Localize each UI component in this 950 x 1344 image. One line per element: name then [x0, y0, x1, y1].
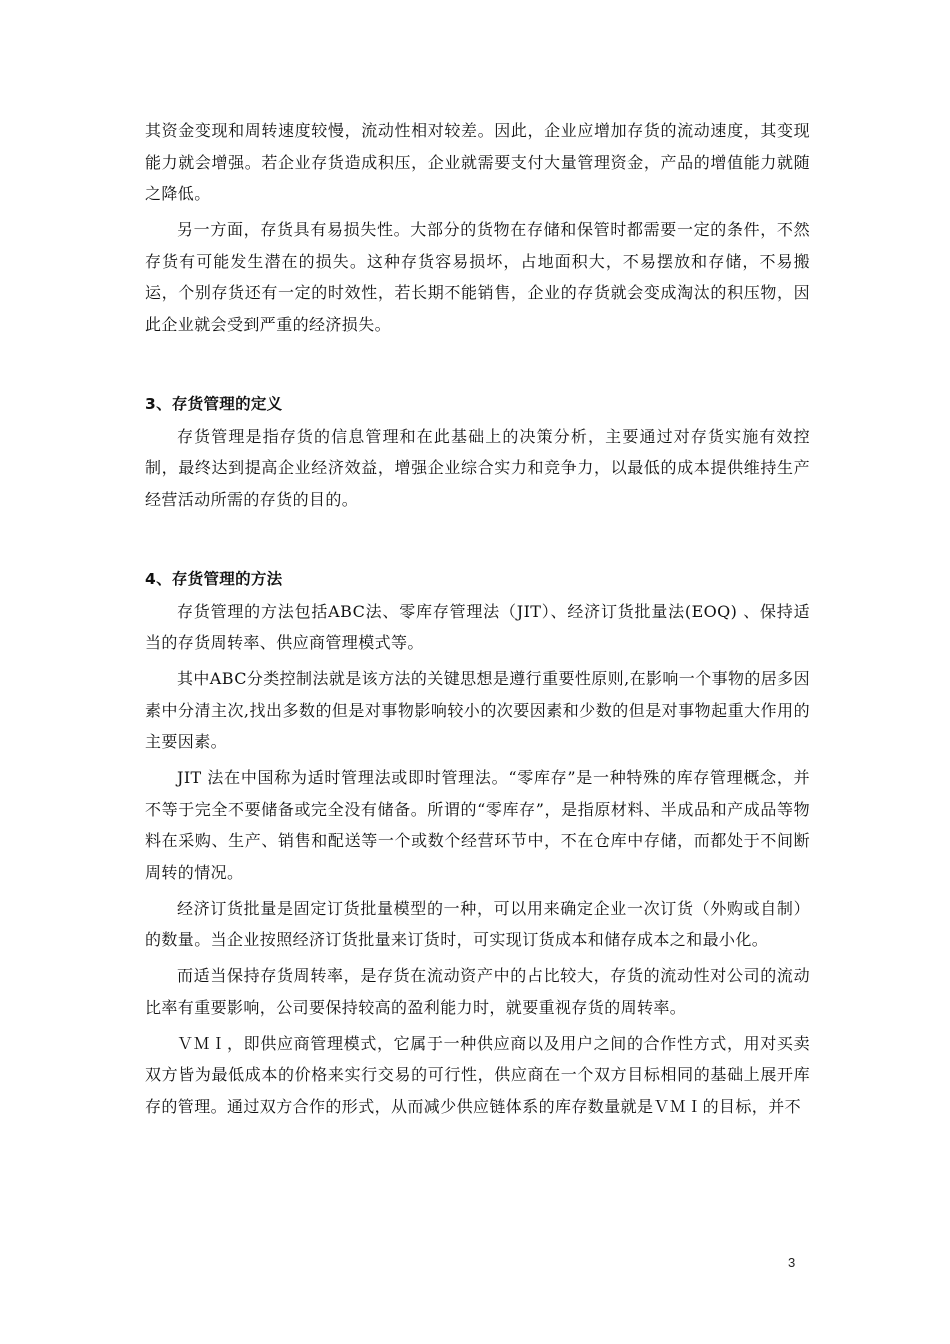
paragraph-vmi: ＶＭＩ，即供应商管理模式，它属于一种供应商以及用户之间的合作性方式，用对买卖双方皆为最低成本的价格来实行交易的可行性，供应商在一个双方目标相同的基础上展开库存的管理。通过双方合作的形式，从而减少供应链体系的库存数量就是ＶＭＩ的目标，并不	[145, 1033, 810, 1116]
section-4-heading: 4、存货管理的方法	[145, 570, 283, 588]
paragraph-abc: 其中ABC分类控制法就是该方法的关键思想是遵行重要性原则,在影响一个事物的居多因素中分清主次,找出多数的但是对事物影响较小的次要因素和少数的但是对事物起重大作用的主要因素。	[145, 669, 810, 751]
paragraph-methods-overview: 存货管理的方法包括ABC法、零库存管理法（JIT）、经济订货批量法(EOQ) 、保持适当的存货周转率、供应商管理模式等。	[145, 601, 810, 652]
paragraph-eoq: 经济订货批量是固定订货批量模型的一种，可以用来确定企业一次订货（外购或自制）的数量。当企业按照经济订货批量来订货时，可实现订货成本和储存成本之和最小化。	[145, 898, 810, 949]
paragraph-perishability: 另一方面，存货具有易损失性。大部分的货物在存储和保管时都需要一定的条件，不然存货有可能发生潜在的损失。这种存货容易损坏，占地面积大，不易摆放和存储，不易搬运，个别存货还有一定的时效性，若长期不能销售，企业的存货就会变成淘汰的积压物，因此企业就会受到严重的经济损失。	[145, 220, 810, 334]
paragraph-definition: 存货管理是指存货的信息管理和在此基础上的决策分析，主要通过对存货实施有效控制，最终达到提高企业经济效益，增强企业综合实力和竞争力，以最低的成本提供维持生产经营活动所需的存货的目的。	[145, 426, 810, 509]
paragraph-jit: JIT 法在中国称为适时管理法或即时管理法。“零库存”是一种特殊的库存管理概念，并不等于完全不要储备或完全没有储备。所谓的“零库存”，是指原材料、半成品和产成品等物料在采购、生产、销售和配送等一个或数个经营环节中，不在仓库中存储，而都处于不间断周转的情况。	[145, 768, 810, 882]
paragraph-continued: 其资金变现和周转速度较慢，流动性相对较差。因此，企业应增加存货的流动速度，其变现能力就会增强。若企业存货造成积压，企业就需要支付大量管理资金，产品的增值能力就随之降低。	[145, 121, 810, 203]
section-gap	[145, 515, 810, 564]
page-number: 3	[788, 1255, 796, 1270]
page-body	[145, 115, 810, 1122]
section-gap	[145, 340, 810, 389]
section-3-heading: 3、存货管理的定义	[145, 395, 283, 413]
paragraph-turnover: 而适当保持存货周转率，是存货在流动资产中的占比较大，存货的流动性对公司的流动比率有重要影响，公司要保持较高的盈利能力时，就要重视存货的周转率。	[145, 966, 810, 1017]
